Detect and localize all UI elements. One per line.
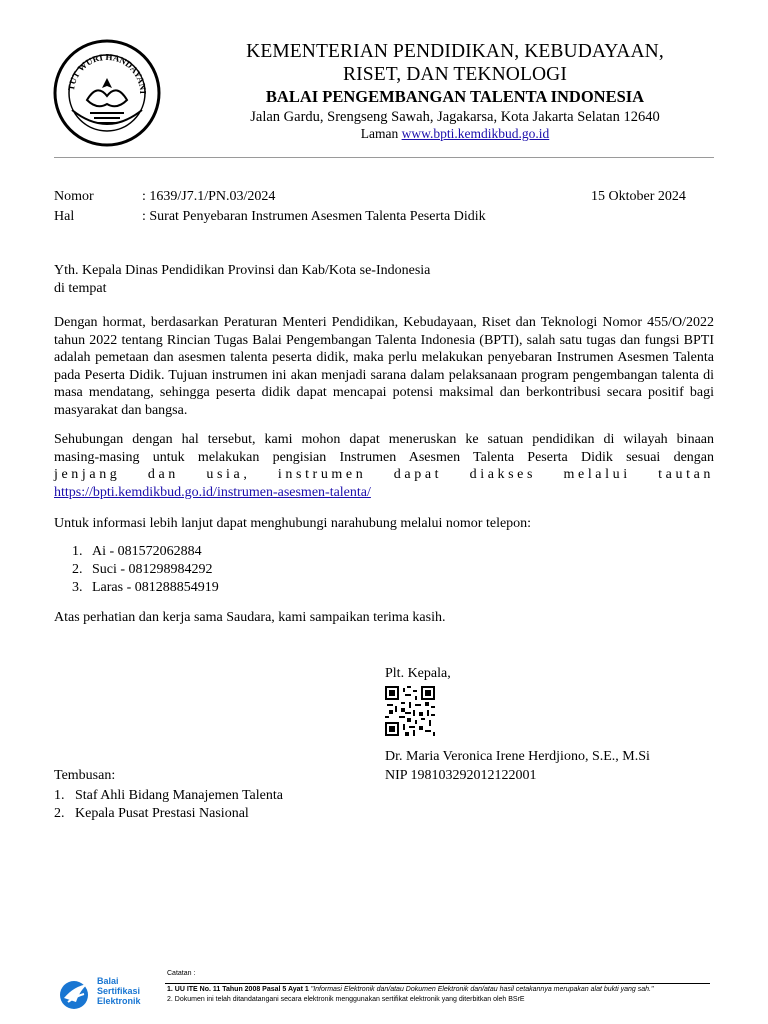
- closing-sentence: Atas perhatian dan kerja sama Saudara, kami sampaikan terima kasih.: [54, 610, 446, 625]
- website-label: Laman: [360, 126, 399, 141]
- list-item: 2. Kepala Pusat Prestasi Nasional: [54, 806, 249, 821]
- recipient-line1: Yth. Kepala Dinas Pendidikan Provinsi dan Kab/Kota se-Indonesia: [54, 263, 431, 278]
- body-paragraph-1: Dengan hormat, berdasarkan Peraturan Menteri Pendidikan, Kebudayaan, Riset dan Teknologi Nomor 455/O/2022 tahun 2022 tentang Rincian Tugas Balai Pengembangan Talenta Indonesia (BPTI), salah satu tugas dan fungsi BPTI adalah pemetaan dan asesmen talenta peserta didik, maka perlu melakukan penyebaran Instrumen Asesmen Talenta pada Peserta Didik. Tujuan instrumen ini akan menjadi sarana dalam pelaksanaan program pengembangan talenta di masa mendatang, sehingga peserta didik dapat mencapai potensi maksimal dan berkontribusi secara positif bagi masyarakat dan bangsa.: [54, 315, 714, 418]
- qr-code-icon: [385, 686, 435, 736]
- list-item: 3. Laras - 081288854919: [72, 580, 219, 595]
- bsre-name: Balai Sertifikasi Elektronik: [97, 976, 141, 1006]
- contact-intro: Untuk informasi lebih lanjut dapat menghubungi narahubung melalui nomor telepon:: [54, 516, 532, 531]
- recipient-line2: di tempat: [54, 281, 107, 296]
- footer-catatan-label: Catatan :: [167, 970, 196, 977]
- nomor-label: Nomor: [54, 189, 94, 204]
- cc-list: [54, 787, 283, 823]
- signatory-nip: NIP 198103292012122001: [385, 768, 537, 783]
- footer-note-1: 1. UU ITE No. 11 Tahun 2008 Pasal 5 Ayat 1 "Informasi Elektronik dan/atau Dokumen Elektronik dan/atau hasil cetakannya merupakan alat bukti yang sah.": [167, 986, 654, 993]
- cc-label: Tembusan:: [54, 768, 116, 783]
- ministry-name-line1: KEMENTERIAN PENDIDIKAN, KEBUDAYAAN,: [246, 41, 664, 62]
- website-link[interactable]: www.bpti.kemdikbud.go.id: [401, 126, 550, 141]
- paragraph-2-line1: Sehubungan dengan hal tersebut, kami mohon dapat meneruskan ke satuan pendidikan di wilayah binaan: [54, 432, 714, 447]
- letterhead: [205, 40, 705, 142]
- paragraph-2-line3: jenjang dan usia, instrumen dapat diakses melalui tautan: [54, 467, 714, 482]
- list-item: 1. Ai - 081572062884: [72, 544, 202, 559]
- letterhead-divider: [54, 157, 714, 158]
- footer-divider: [165, 983, 710, 984]
- nomor-value: : 1639/J7.1/PN.03/2024: [142, 189, 276, 204]
- list-item: 2. Suci - 081298984292: [72, 562, 213, 577]
- svg-text:TUT WURI HANDAYANI: TUT WURI HANDAYANI: [66, 51, 149, 95]
- instrument-link[interactable]: https://bpti.kemdikbud.go.id/instrumen-asesmen-talenta/: [54, 484, 371, 500]
- agency-address: Jalan Gardu, Srengseng Sawah, Jagakarsa, Kota Jakarta Selatan 12640: [250, 109, 660, 125]
- hal-value: : Surat Penyebaran Instrumen Asesmen Talenta Peserta Didik: [142, 209, 486, 224]
- paragraph-2-line2: masing-masing untuk melakukan pengisian Instrumen Asesmen Talenta Peserta Didik sesuai dengan: [54, 449, 714, 465]
- tut-wuri-handayani-logo: [52, 38, 162, 148]
- agency-name: BALAI PENGEMBANGAN TALENTA INDONESIA: [265, 87, 645, 106]
- signatory-title: Plt. Kepala,: [385, 666, 451, 681]
- body-paragraph-2: [54, 431, 714, 501]
- hal-label: Hal: [54, 209, 75, 224]
- ministry-name-line2: RISET, DAN TEKNOLOGI: [343, 64, 567, 85]
- letter-date: 15 Oktober 2024: [591, 189, 686, 204]
- contact-list: [72, 543, 219, 597]
- agency-website: [205, 126, 705, 142]
- list-item: 1. Staf Ahli Bidang Manajemen Talenta: [54, 788, 283, 803]
- signatory-name: Dr. Maria Veronica Irene Herdjiono, S.E., M.Si: [385, 749, 650, 764]
- footer-note-2: 2. Dokumen ini telah ditandatangani secara elektronik menggunakan sertifikat elektronik yang diterbitkan oleh BSrE: [167, 996, 525, 1003]
- bsre-logo-icon: [58, 978, 94, 1010]
